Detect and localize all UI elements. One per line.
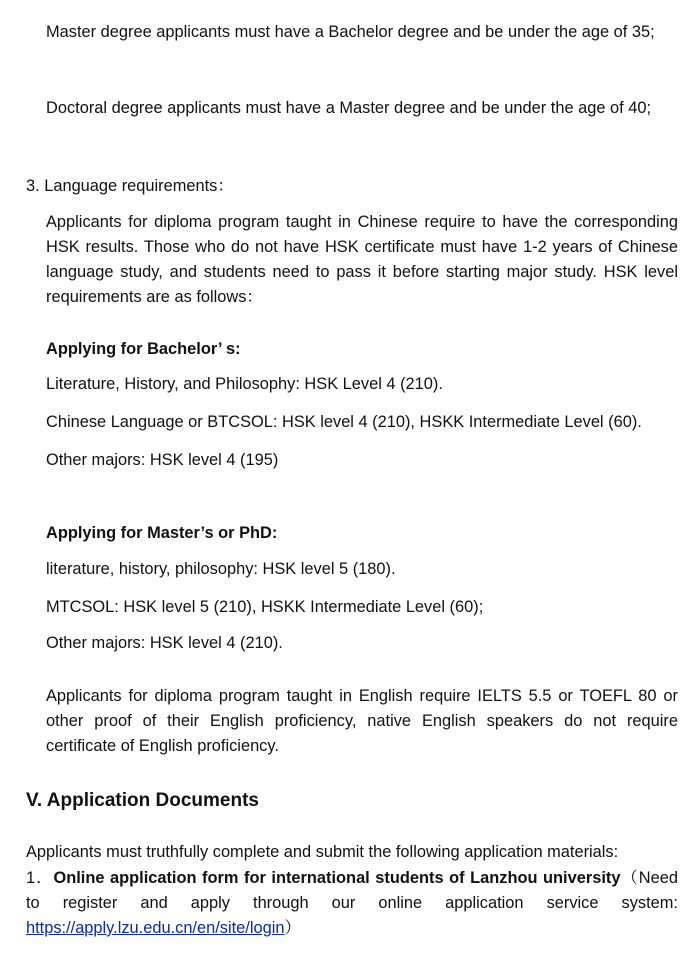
document-item-title: Online application form for international students of Lanzhou university (53, 869, 621, 887)
english-requirement: Applicants for diploma program taught in English require IELTS 5.5 or TOEFL 80 or other proof of their English proficiency, native English speakers do not require certificate of English proficiency. (46, 687, 678, 755)
language-requirements-heading: 3. Language requirements： (26, 177, 234, 195)
document-item-note-close: ） (284, 919, 301, 937)
bachelor-item-other-majors: Other majors: HSK level 4 (195) (46, 451, 279, 469)
application-system-link[interactable]: https://apply.lzu.edu.cn/en/site/login (26, 919, 285, 937)
document-item-note: （Need to register and apply through our online application service system: (26, 869, 678, 912)
doctoral-age-requirement: Doctoral degree applicants must have a Master degree and be under the age of 40; (46, 99, 652, 117)
bachelor-heading: Applying for Bachelor’ s: (46, 340, 241, 358)
bachelor-item-chinese-language: Chinese Language or BTCSOL: HSK level 4 (210), HSKK Intermediate Level (60). (46, 413, 642, 431)
document-item-1 (26, 866, 678, 941)
language-requirements-intro: Applicants for diploma program taught in Chinese require to have the corresponding HSK results. Those who do not have HSK certificate must have 1-2 years of Chinese language study, and students need to pass it before starting major study. HSK level requirements are as follows： (46, 213, 678, 306)
bachelor-item-literature: Literature, History, and Philosophy: HSK Level 4 (210). (46, 375, 443, 393)
document-item-number: 1． (26, 869, 54, 887)
section-title: V. Application Documents (26, 790, 259, 811)
documents-intro: Applicants must truthfully complete and submit the following application materials: (26, 843, 619, 861)
master-item-literature: literature, history, philosophy: HSK level 5 (180). (46, 560, 396, 578)
master-item-mtcsol: MTCSOL: HSK level 5 (210), HSKK Intermediate Level (60); (46, 598, 484, 616)
master-item-other-majors: Other majors: HSK level 4 (210). (46, 634, 283, 652)
master-age-requirement: Master degree applicants must have a Bachelor degree and be under the age of 35; (46, 23, 655, 41)
master-phd-heading: Applying for Master’s or PhD: (46, 524, 278, 542)
